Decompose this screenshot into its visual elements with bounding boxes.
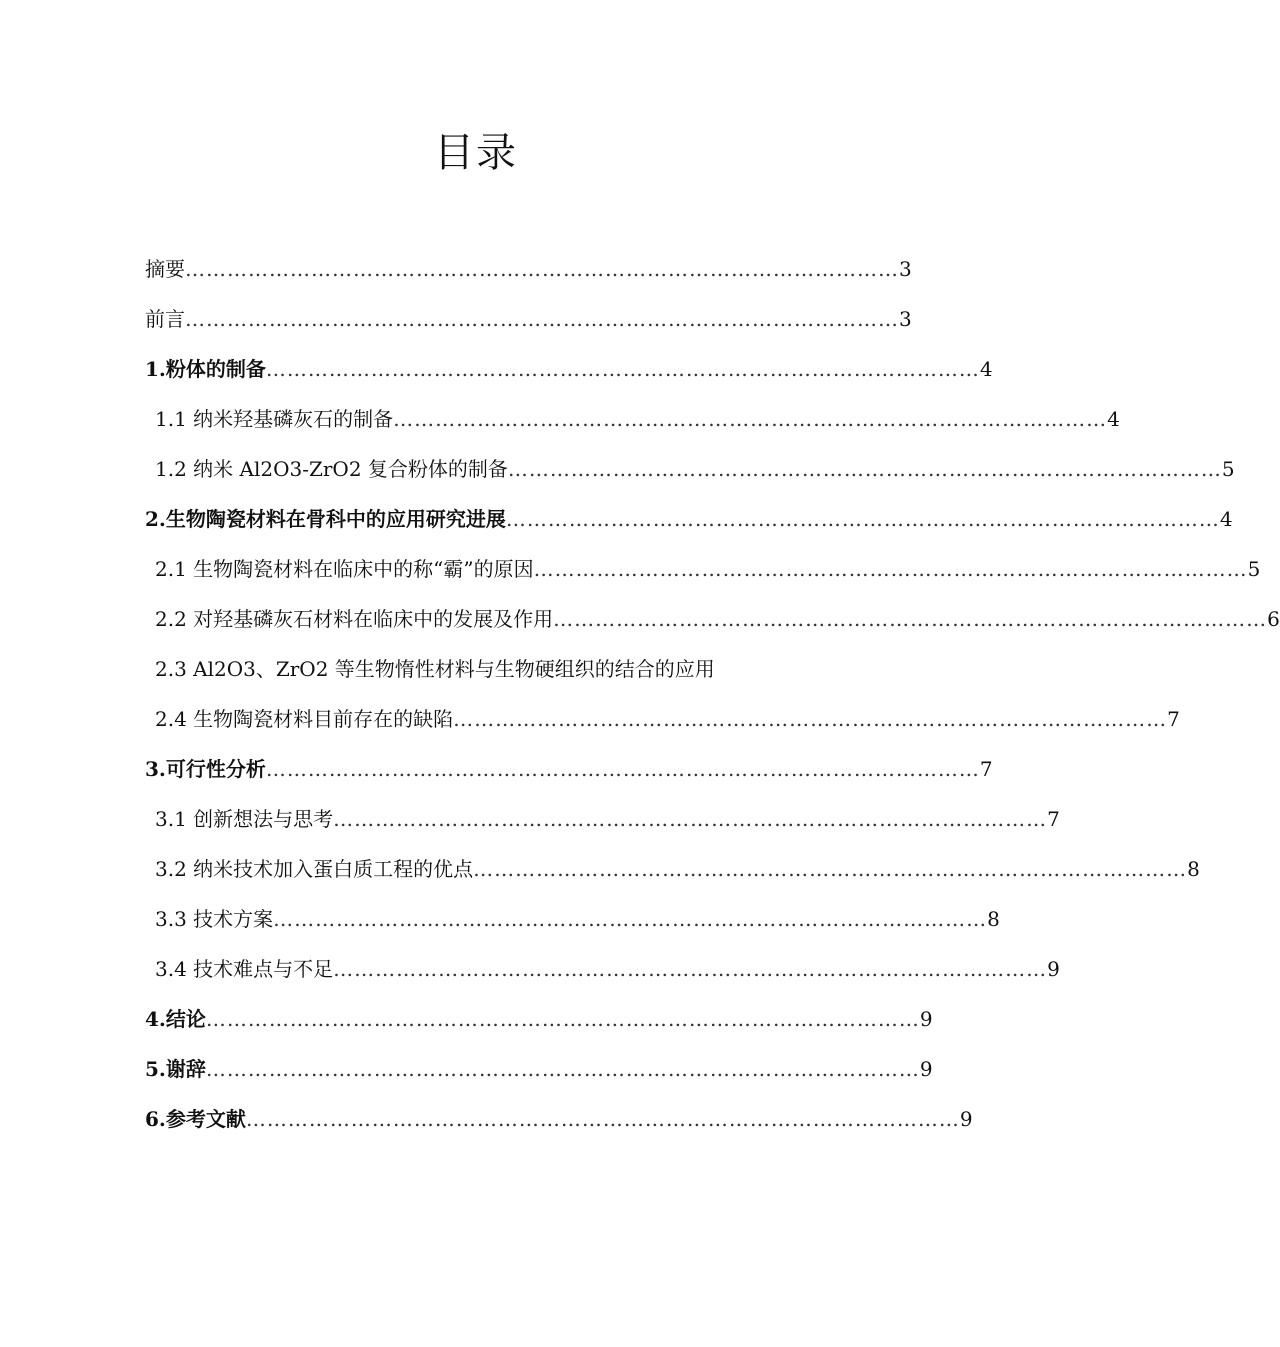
toc-leader-dots: ………………………………………………………………………………………… [333, 957, 1048, 981]
toc-entry-1-1[interactable] [145, 394, 1120, 444]
toc-entry-page: 4 [1219, 507, 1233, 531]
toc-entry-chapter-3[interactable] [145, 744, 993, 794]
toc-entry-page: 3 [899, 307, 912, 331]
toc-entry-3-4[interactable] [145, 944, 1060, 994]
toc-leader-dots: ………………………………………………………………………………………… [205, 1007, 920, 1031]
toc-entry-page: 7 [979, 757, 993, 781]
toc-leader-dots: ………………………………………………………………………………………… [507, 457, 1222, 481]
toc-entry-label: 前言 [145, 307, 185, 331]
toc-entry-2-1[interactable] [145, 544, 1261, 594]
toc-leader-dots: ………………………………………………………………………………………… [205, 1057, 920, 1081]
toc-entry-chapter-2[interactable] [145, 494, 1233, 544]
toc-leader-dots: ………………………………………………………………………………………… [245, 1107, 960, 1131]
toc-entry-label: 摘要 [145, 257, 185, 281]
toc-entry-3-1[interactable] [145, 794, 1060, 844]
toc-leader-dots: ………………………………………………………………………………………… [533, 557, 1248, 581]
toc-entry-label: 3.1 创新想法与思考 [155, 807, 334, 831]
toc-entry-label: 2.1 生物陶瓷材料在临床中的称“霸”的原因 [155, 557, 534, 581]
toc-entry-page: 5 [1221, 457, 1235, 481]
toc-entry-label: 2.4 生物陶瓷材料目前存在的缺陷 [155, 707, 454, 731]
toc-leader-dots: ………………………………………………………………………………………… [333, 807, 1048, 831]
toc-entry-chapter-5[interactable] [145, 1044, 933, 1094]
toc-entry-page: 4 [979, 357, 993, 381]
toc-entry-2-2[interactable] [145, 594, 1280, 644]
toc-entry-page: 7 [1167, 707, 1180, 731]
toc-leader-dots: ………………………………………………………………………………………… [185, 257, 899, 281]
toc-entry-3-2[interactable] [145, 844, 1200, 894]
toc-entry-label: 2.生物陶瓷材料在骨科中的应用研究进展 [145, 507, 506, 531]
toc-entry-label: 6.参考文献 [145, 1107, 246, 1131]
toc-entry-label: 3.2 纳米技术加入蛋白质工程的优点 [155, 857, 474, 881]
toc-entry-label: 2.3 Al2O3、ZrO2 等生物惰性材料与生物硬组织的结合的应用 [155, 657, 715, 681]
toc-entry-label: 3.4 技术难点与不足 [155, 957, 334, 981]
toc-entry-page: 9 [1047, 957, 1060, 981]
toc-entry-label: 3.3 技术方案 [155, 907, 274, 931]
toc-leader-dots: ………………………………………………………………………………………… [185, 307, 899, 331]
toc-leader-dots: ………………………………………………………………………………………… [393, 407, 1108, 431]
toc-entry-label: 4.结论 [145, 1007, 206, 1031]
toc-entry-label: 2.2 对羟基磷灰石材料在临床中的发展及作用 [155, 607, 554, 631]
toc-entry-chapter-4[interactable] [145, 994, 933, 1044]
page-title: 目录 [434, 130, 518, 176]
toc-leader-dots: ………………………………………………………………………………………… [505, 507, 1220, 531]
toc-entry-label: 1.粉体的制备 [145, 357, 266, 381]
toc-leader-dots: ………………………………………………………………………………………… [273, 907, 988, 931]
toc-entry-page: 5 [1247, 557, 1261, 581]
toc-leader-dots: ………………………………………………………………………………………… [265, 757, 980, 781]
toc-entry-abstract[interactable] [145, 244, 912, 294]
toc-entry-label: 3.可行性分析 [145, 757, 266, 781]
toc-leader-dots: ………………………………………………………………………………………… [473, 857, 1188, 881]
toc-entry-preface[interactable] [145, 294, 912, 344]
table-of-contents [145, 244, 1280, 1144]
toc-leader-dots: ………………………………………………………………………………………… [265, 357, 980, 381]
toc-entry-label: 1.2 纳米 Al2O3-ZrO2 复合粉体的制备 [155, 457, 508, 481]
toc-entry-label: 5.谢辞 [145, 1057, 206, 1081]
toc-entry-page: 7 [1047, 807, 1060, 831]
toc-entry-page: 3 [899, 257, 912, 281]
toc-entry-page: 8 [987, 907, 1000, 931]
toc-entry-page: 8 [1187, 857, 1200, 881]
toc-entry-1-2[interactable] [145, 444, 1235, 494]
toc-leader-dots: ………………………………………………………………………………………… [453, 707, 1168, 731]
toc-entry-page: 9 [919, 1007, 933, 1031]
toc-entry-chapter-1[interactable] [145, 344, 993, 394]
toc-entry-page: 9 [919, 1057, 933, 1081]
toc-entry-2-4[interactable] [145, 694, 1180, 744]
toc-entry-page: 6 [1267, 607, 1280, 631]
toc-entry-3-3[interactable] [145, 894, 1000, 944]
toc-entry-chapter-6[interactable] [145, 1094, 973, 1144]
toc-entry-page: 9 [959, 1107, 973, 1131]
toc-entry-label: 1.1 纳米羟基磷灰石的制备 [155, 407, 394, 431]
toc-entry-page: 4 [1107, 407, 1120, 431]
toc-entry-2-3[interactable] [145, 644, 760, 694]
toc-leader-dots: ………………………………………………………………………………………… [553, 607, 1268, 631]
